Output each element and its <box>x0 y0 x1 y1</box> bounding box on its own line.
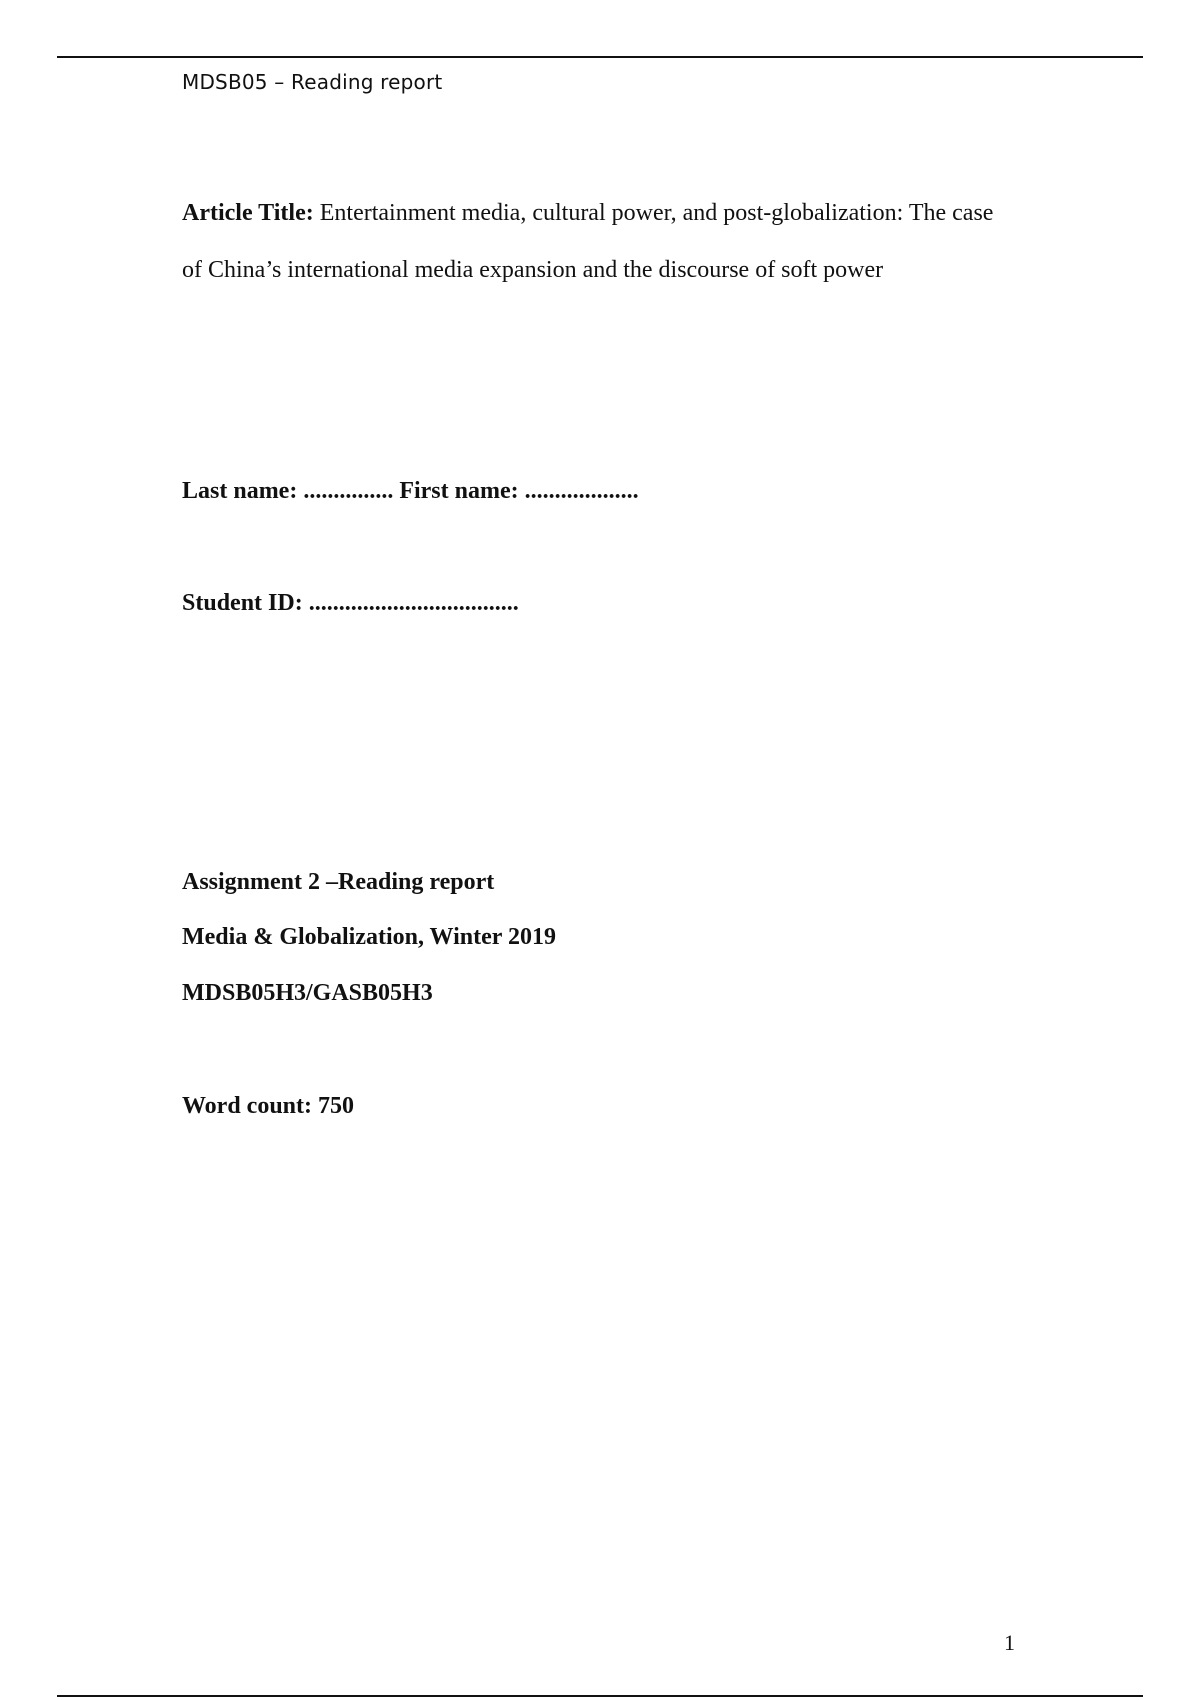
article-title-line-2: of China’s international media expansion and the discourse of soft power <box>182 257 884 283</box>
header-rule <box>57 56 1143 58</box>
page-number: 1 <box>1004 1630 1015 1655</box>
article-title-line-1 <box>182 200 993 227</box>
running-head: MDSB05 – Reading report <box>182 70 443 94</box>
course-name: Media & Globalization, Winter 2019 <box>182 924 557 950</box>
student-id-field: Student ID: ................................... <box>182 590 519 616</box>
article-title-text-1: Entertainment media, cultural power, and post-globalization: The case <box>319 200 994 226</box>
student-name-field: Last name: ............... First name: ................... <box>182 478 639 504</box>
assignment-title: Assignment 2 –Reading report <box>182 869 495 895</box>
article-title-label: Article Title: <box>182 200 314 226</box>
footer-rule <box>57 1695 1143 1697</box>
course-code: MDSB05H3/GASB05H3 <box>182 980 433 1006</box>
word-count: Word count: 750 <box>182 1093 355 1119</box>
